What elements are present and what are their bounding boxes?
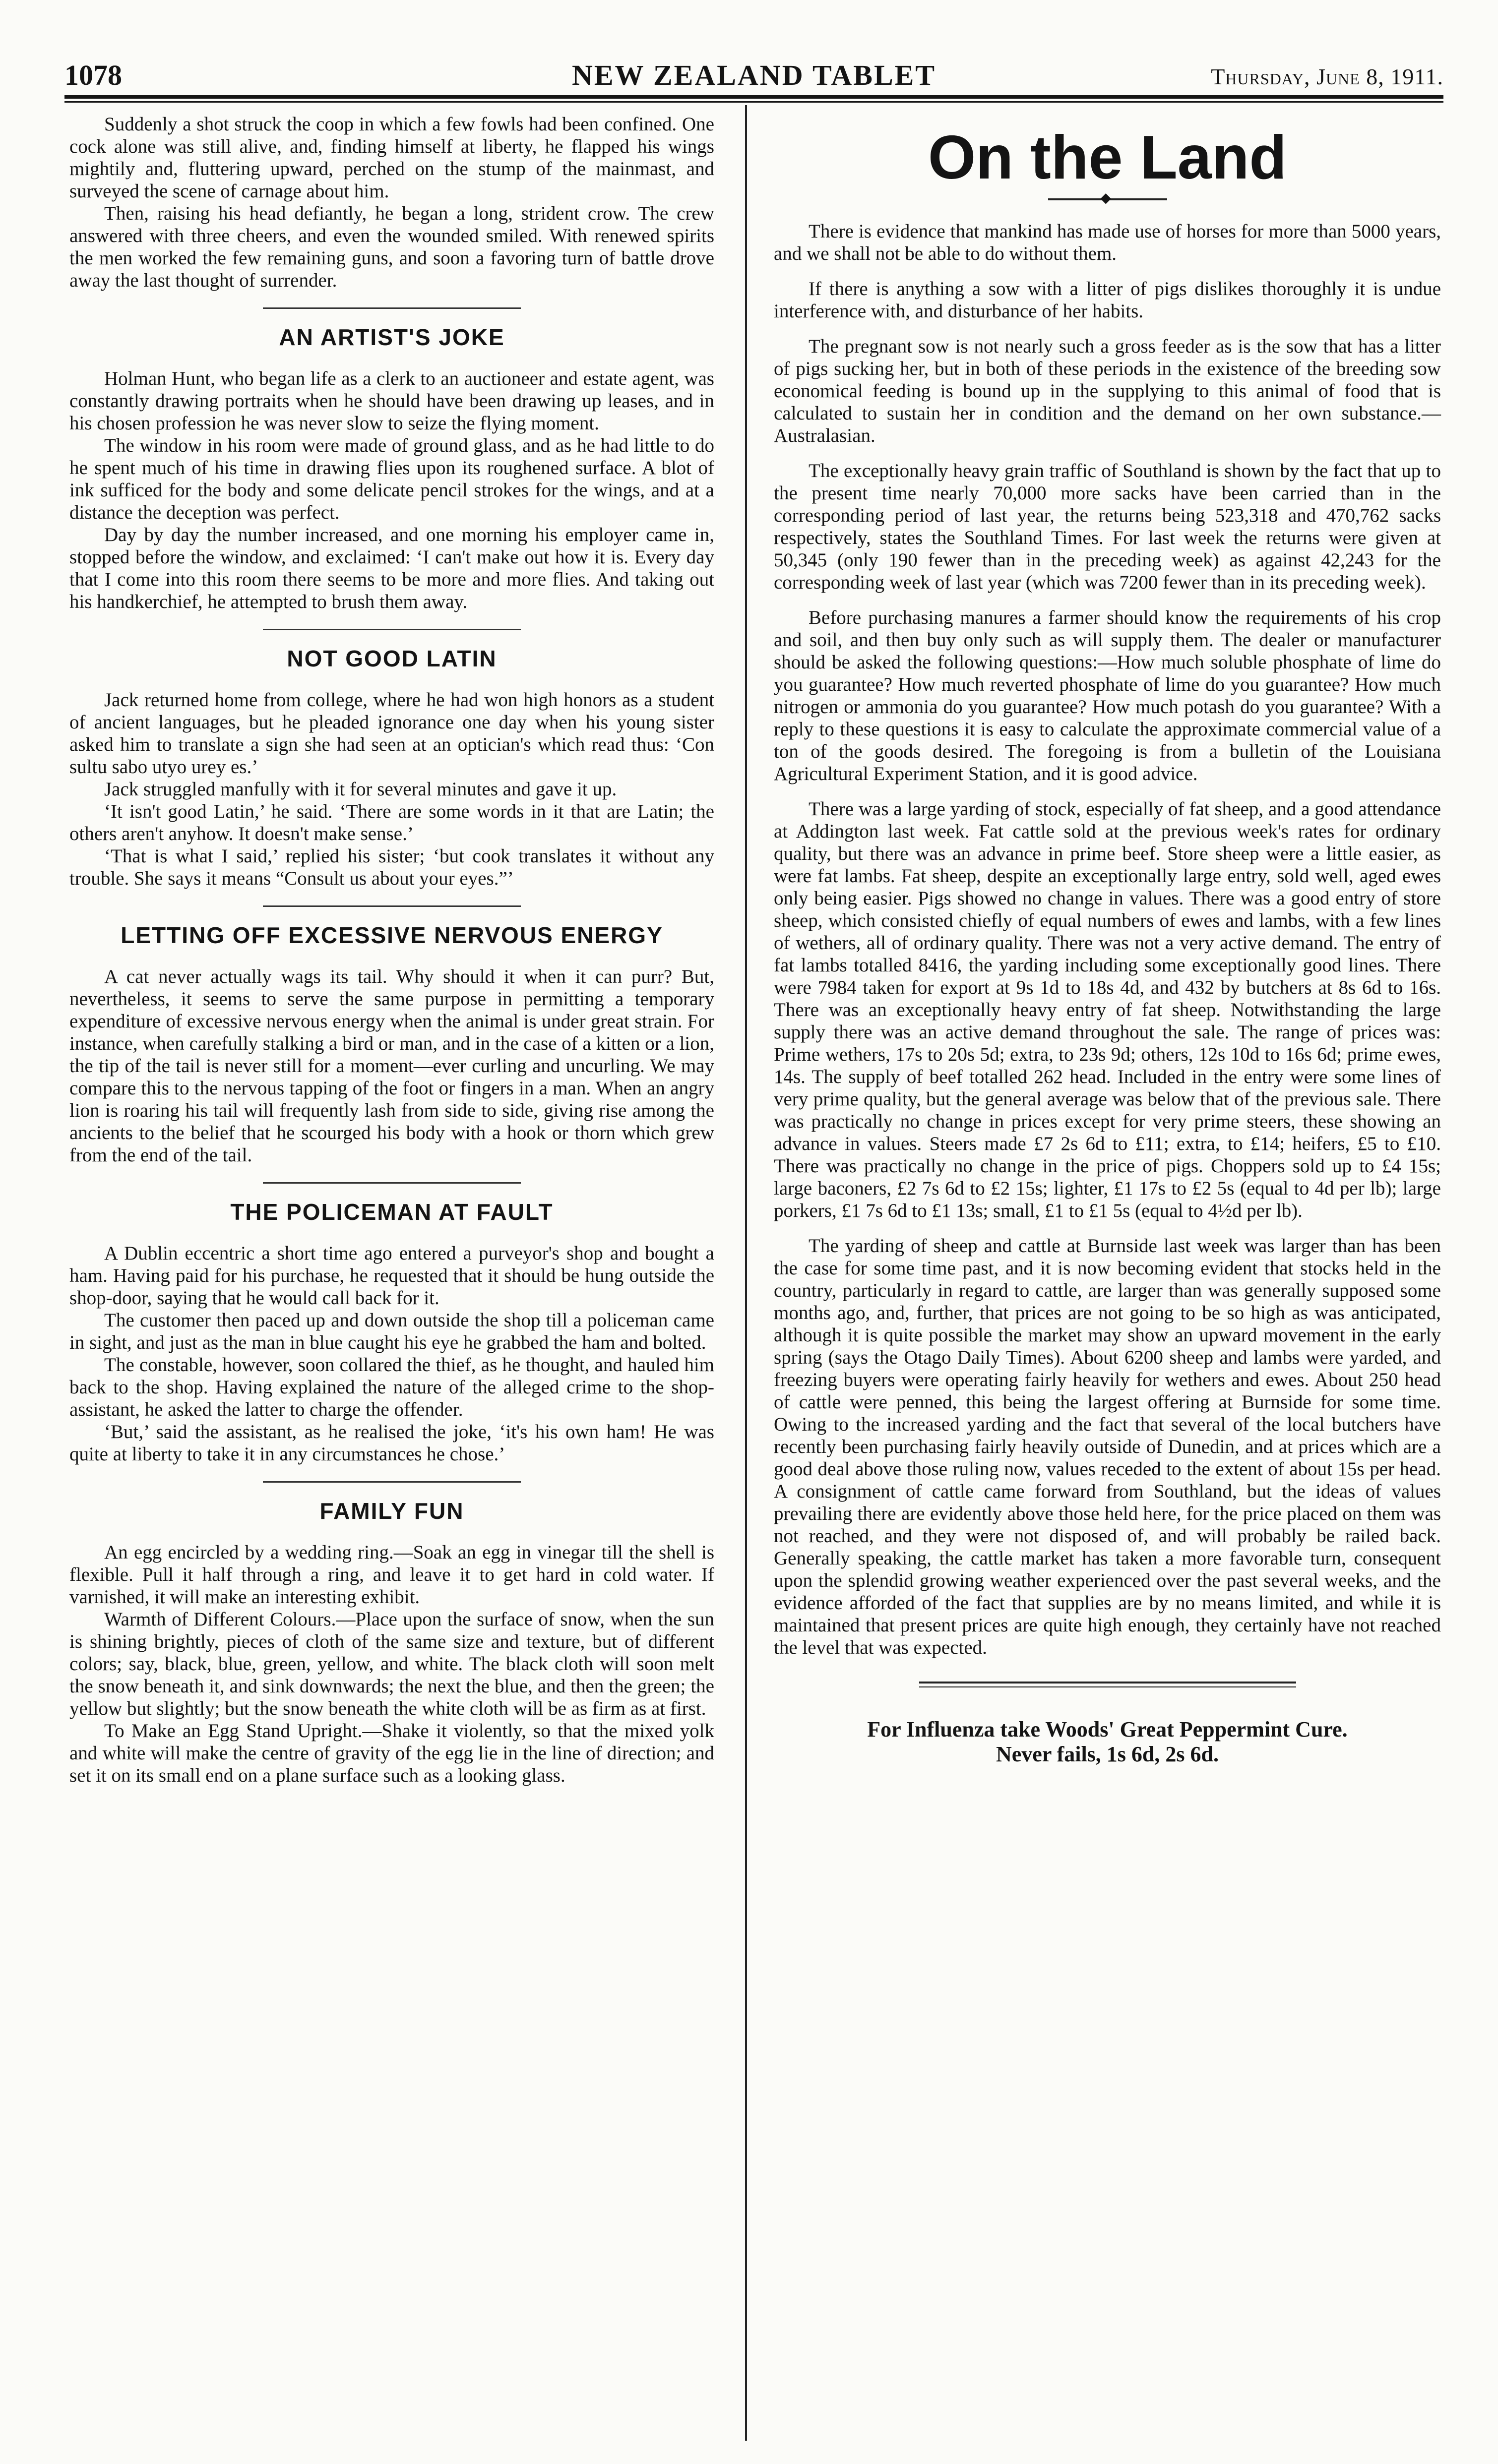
paragraph: There was a large yarding of stock, especially of fat sheep, and a good attendance at Addington last week. Fat cattle sold at the previous week's rates for ordinary quality, but there was an advance in prime beef. Store sheep were a little easier, as were fat lambs. Fat sheep, despite an exceptionally large entry, sold well, aged ewes only being easier. Pigs showed no change in values. There was a good entry of store sheep, which consisted chiefly of equal numbers of ewes and lambs, with a few lines of wethers, all of ordinary quality. There was not a very active demand. The entry of fat lambs totalled 8416, the yarding including some exceptionally good lines. There were 7984 taken for export at 9s 1d to 18s 4d, and 432 by butchers at 8s 6d to 16s. There was an exceptionally heavy entry of fat sheep. Notwithstanding the large supply there was an active demand throughout the sale. The range of prices was: Prime wethers, 17s to 20s 5d; extra, to 23s 9d; others, 12s 10d to 16s 6d; prime ewes, 14s. The supply of beef totalled 262 head. Included in the entry were some lines of very prime quality, but the general average was below that of the previous sale. There was practically no change in prices except for very prime steers, these showing an advance in values. Steers made £7 2s 6d to £11; extra, to £14; heifers, £5 to £10. There was practically no change in the price of pigs. Choppers sold up to £4 15s; large baconers, £2 7s 6d to £2 15s; lighter, £1 17s to £2 5s (equal to 4d per lb); large porkers, £1 7s 6d to £1 13s; small, £1 to £1 5s (equal to 4½d per lb). bbox=[774, 798, 1441, 1221]
paragraph: Then, raising his head defiantly, he began a long, strident crow. The crew answered with three cheers, and even the wounded smiled. With renewed spirits the men worked the few remaining guns, and soon a favoring turn of battle drove away the last thought of surrender. bbox=[69, 203, 714, 291]
section-separator bbox=[263, 307, 521, 309]
article-family-fun bbox=[69, 1498, 714, 1787]
article-policeman-at-fault bbox=[69, 1199, 714, 1465]
story-continuation bbox=[69, 113, 714, 292]
paragraph: The pregnant sow is not nearly such a gross feeder as is the sow that has a litter of pigs sucking her, but in both of these periods in the existence of the breeding sow economical feeding is bound up in the supplying to this animal of food that is calculated to sustain her in condition and the demand on her own substance.—Australasian. bbox=[774, 336, 1441, 446]
publication-title: NEW ZEALAND TABLET bbox=[571, 59, 936, 91]
paragraph: The window in his room were made of ground glass, and as he had little to do he spent much of his time in drawing flies upon its roughened surface. A blot of ink sufficed for the body and some delicate pencil strokes for the wings, and at a distance the deception was perfect. bbox=[69, 435, 714, 523]
advert-rule bbox=[919, 1682, 1296, 1683]
advert-line: For Influenza take Woods' Great Peppermint Cure. bbox=[867, 1717, 1348, 1742]
section-title: On the Land bbox=[928, 123, 1287, 192]
paragraph: A Dublin eccentric a short time ago entered a purveyor's shop and bought a ham. Having paid for his purchase, he requested that it should be hung outside the shop-door, saying that he would call back for it. bbox=[69, 1243, 714, 1309]
section-separator bbox=[263, 1481, 521, 1483]
paragraph: A cat never actually wags its tail. Why should it when it can purr? But, nevertheless, it seems to serve the same purpose in permitting a temporary expenditure of excessive nervous energy when the animal is under great strain. For instance, when carefully stalking a bird or man, and in the case of a kitten or a lion, the tip of the tail is never still for a moment—ever curling and uncurling. We may compare this to the nervous tapping of the foot or fingers in a man. When an angry lion is roaring his tail will frequently lash from side to side, giving rise among the ancients to the belief that he scourged his body with a hook or thorn which grew from the end of the tail. bbox=[69, 966, 714, 1166]
right-column bbox=[774, 113, 1441, 1767]
paragraph: Warmth of Different Colours.—Place upon the surface of snow, when the sun is shining brightly, pieces of cloth of the same size and texture, but of different colors; say, black, blue, green, yellow, and white. The black cloth will soon melt the snow beneath it, and sink downwards; the next the blue, and then the green; the yellow but slightly; but the snow beneath the white cloth will be as firm as at first. bbox=[69, 1609, 714, 1719]
section-separator bbox=[263, 629, 521, 630]
left-column bbox=[69, 113, 714, 1787]
advert-line: Never fails, 1s 6d, 2s 6d. bbox=[996, 1742, 1219, 1766]
paragraph: ‘It isn't good Latin,’ he said. ‘There are some words in it that are Latin; the others aren't anyhow. It doesn't make sense.’ bbox=[69, 801, 714, 844]
paragraph: Day by day the number increased, and one morning his employer came in, stopped before the window, and exclaimed: ‘I can't make out how it is. Every day that I come into this room there seems to be more and more flies. And taking out his handkerchief, he attempted to brush them away. bbox=[69, 524, 714, 612]
article-heading: LETTING OFF EXCESSIVE NERVOUS ENERGY bbox=[121, 922, 663, 948]
paragraph: The exceptionally heavy grain traffic of Southland is shown by the fact that up to the present time nearly 70,000 more sacks have been carried than in the corresponding period of last year, the returns being 523,318 and 470,762 sacks respectively, states the Southland Times. For last week the returns were given at 50,345 (only 190 fewer than in the preceding week) as against 42,243 for the corresponding week of last year (which was 7200 fewer than in its preceding week). bbox=[774, 460, 1441, 593]
article-artists-joke bbox=[69, 324, 714, 613]
paragraph: Jack returned home from college, where he had won high honors as a student of ancient languages, but he pleaded ignorance one day when his young sister asked him to translate a sign she had seen at an optician's which read thus: ‘Con sultu sabo utyo urey es.’ bbox=[69, 689, 714, 778]
article-heading: NOT GOOD LATIN bbox=[287, 646, 497, 671]
article-nervous-energy bbox=[69, 922, 714, 1166]
paragraph: There is evidence that mankind has made use of horses for more than 5000 years, and we shall not be able to do without them. bbox=[774, 221, 1441, 264]
paragraph: Holman Hunt, who began life as a clerk to an auctioneer and estate agent, was constantly drawing portraits when he should have been drawing up leases, and in his chosen profession he was never slow to seize the flying moment. bbox=[69, 368, 714, 434]
section-separator bbox=[263, 905, 521, 907]
title-ornament bbox=[1048, 198, 1167, 200]
paragraph: If there is anything a sow with a litter of pigs dislikes thoroughly it is undue interference with, and disturbance of her habits. bbox=[774, 278, 1441, 322]
advert-rule-thin bbox=[919, 1686, 1296, 1687]
paragraph: Before purchasing manures a farmer should know the requirements of his crop and soil, and then buy only such as will supply them. The dealer or manufacturer should be asked the following questions:—How much soluble phosphate of lime do you guarantee? How much reverted phosphate of lime do you guarantee? How much nitrogen or ammonia do you guarantee? How much potash do you guarantee? With a reply to these questions it is easy to calculate the approximate commercial value of a ton of the goods desired. The foregoing is from a bulletin of the Louisiana Agricultural Experiment Station, and it is good advice. bbox=[774, 607, 1441, 784]
header-rule bbox=[64, 95, 1443, 99]
paragraph: An egg encircled by a wedding ring.—Soak an egg in vinegar till the shell is flexible. Pull it half through a ring, and leave it to get hard in cold water. If varnished, it will make an interesting exhibit. bbox=[69, 1542, 714, 1608]
article-heading: FAMILY FUN bbox=[319, 1498, 464, 1524]
advertisement bbox=[774, 1717, 1441, 1767]
page-header bbox=[64, 59, 1443, 98]
article-not-good-latin bbox=[69, 645, 714, 890]
article-heading: AN ARTIST'S JOKE bbox=[279, 324, 505, 350]
issue-date: Thursday, June 8, 1911. bbox=[1211, 64, 1443, 89]
paragraph: Suddenly a shot struck the coop in which a few fowls had been confined. One cock alone was still alive, and, finding himself at liberty, he flapped his wings mightily and, fluttering upward, perched on the stump of the mainmast, and surveyed the scene of carnage about him. bbox=[69, 114, 714, 202]
page-number: 1078 bbox=[64, 59, 122, 91]
paragraph: Jack struggled manfully with it for several minutes and gave it up. bbox=[104, 779, 617, 800]
paragraph: ‘That is what I said,’ replied his sister; ‘but cook translates it without any trouble. She says it means “Consult us about your eyes.”’ bbox=[69, 845, 714, 889]
paragraph: To Make an Egg Stand Upright.—Shake it violently, so that the mixed yolk and white will make the centre of gravity of the egg lie in the line of direction; and set it on its small end on a plane surface such as a looking glass. bbox=[69, 1720, 714, 1786]
paragraph: The customer then paced up and down outside the shop till a policeman came in sight, and just as the man in blue caught his eye he grabbed the ham and bolted. bbox=[69, 1310, 714, 1353]
section-separator bbox=[263, 1182, 521, 1184]
paragraph: The yarding of sheep and cattle at Burnside last week was larger than has been the case for some time past, and it is now becoming evident that stocks held in the country, particularly in regard to cattle, are larger than was generally supposed some months ago, and, further, that prices are not going to be so high as was anticipated, although it is quite possible the market may show an upward movement in the early spring (says the Otago Daily Times). About 6200 sheep and lambs were yarded, and freezing buyers were operating fairly heavily for wethers and ewes. About 250 head of cattle were penned, this being the largest offering at Burnside for some time. Owing to the increased yarding and the fact that several of the local butchers have recently been purchasing fairly heavily outside of Dunedin, and at prices which are a good deal above those ruling now, values receded to the extent of about 15s per head. A consignment of cattle came forward from Southland, but the ideas of values prevailing there are evidently above those held here, for the price placed on them was not reached, and they were not disposed of, and will probably be railed back. Generally speaking, the cattle market has taken a more favorable turn, consequent upon the splendid growing weather experienced over the past several weeks, and the evidence afforded of the fact that supplies are by no means limited, and while it is maintained that present prices are quite high enough, they certainly have not reached the level that was expected. bbox=[774, 1235, 1441, 1658]
article-heading: THE POLICEMAN AT FAULT bbox=[230, 1199, 554, 1225]
paragraph: The constable, however, soon collared the thief, as he thought, and hauled him back to the shop. Having explained the nature of the alleged crime to the shop-assistant, he asked the latter to charge the offender. bbox=[69, 1354, 714, 1420]
header-rule-thin bbox=[64, 101, 1443, 103]
paragraph: ‘But,’ said the assistant, as he realised the joke, ‘it's his own ham! He was quite at liberty to take it in any circumstances he chose.’ bbox=[69, 1421, 714, 1465]
column-divider bbox=[745, 105, 747, 2441]
